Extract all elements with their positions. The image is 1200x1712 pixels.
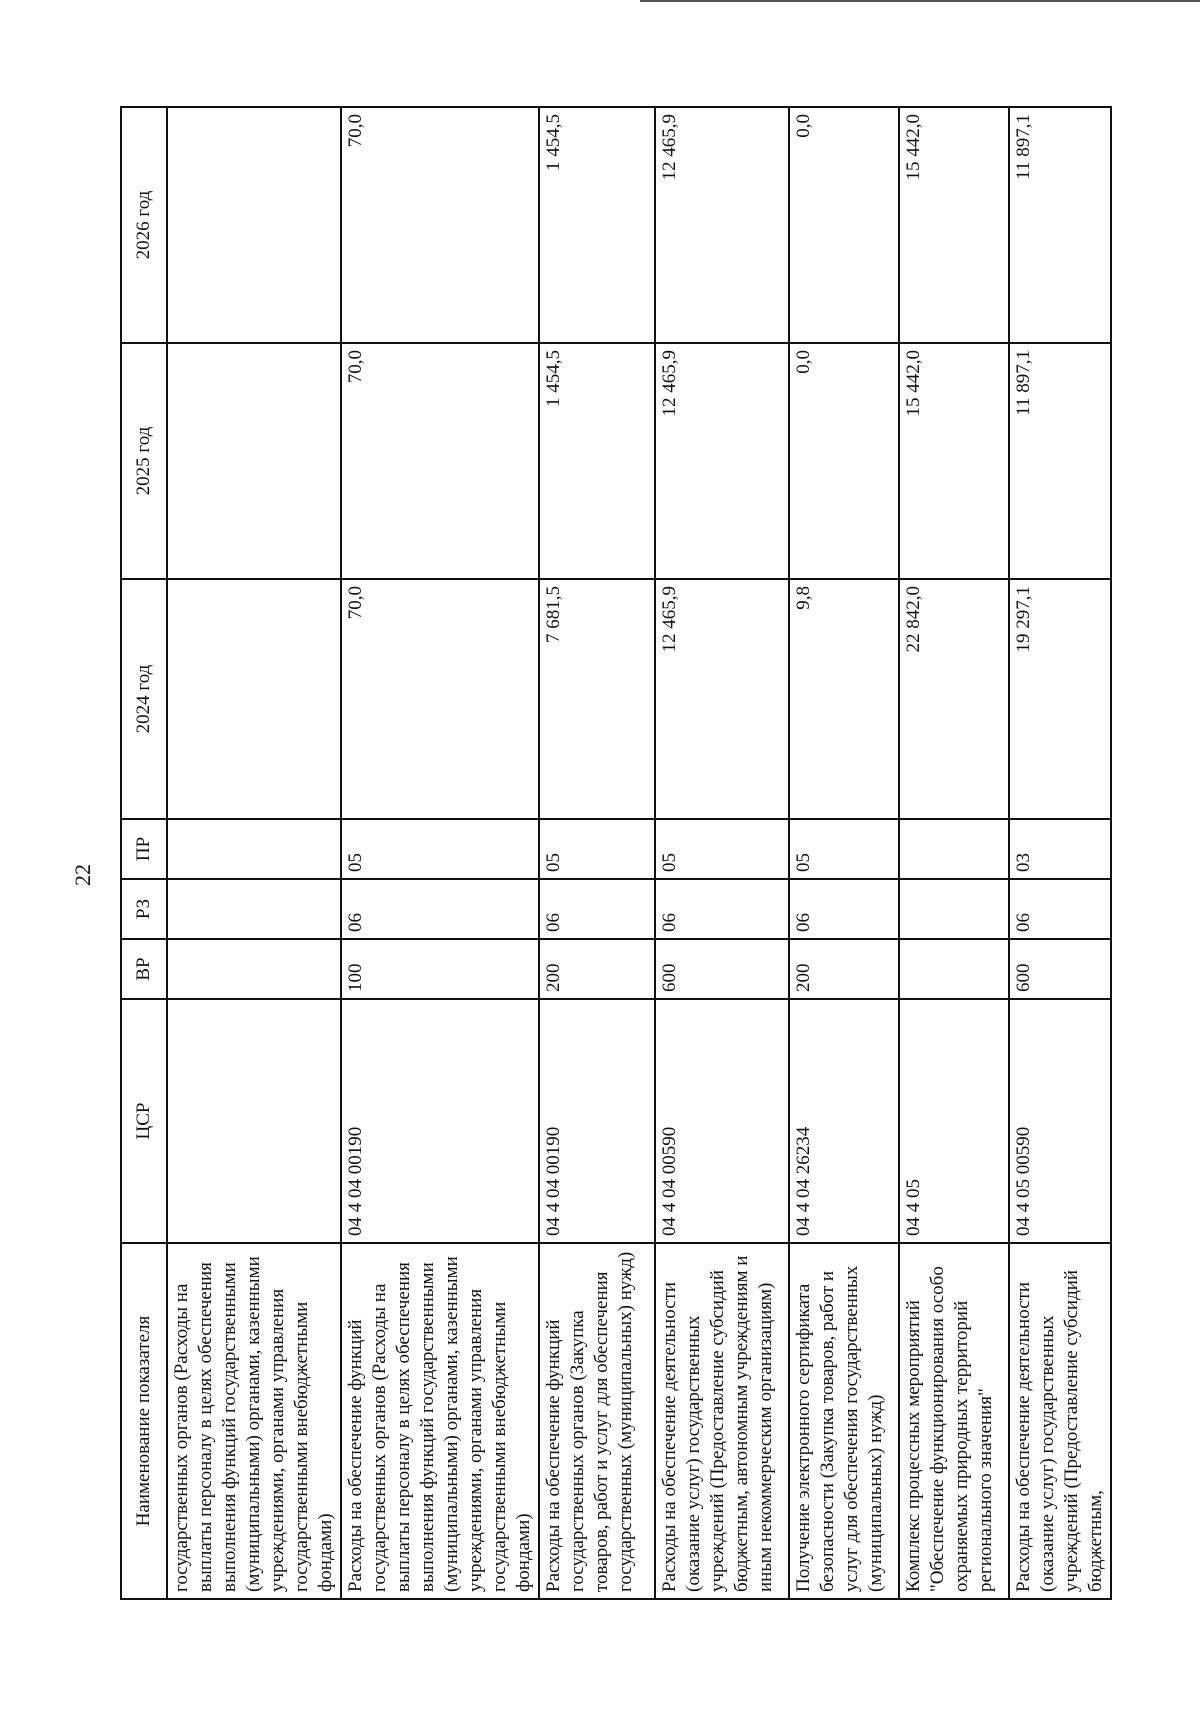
cell-pr: 03 xyxy=(1009,819,1111,879)
cell-name: Комплекс процессных мероприятий "Обеспечение функционирования особо охраняемых природных территорий регионального значения" xyxy=(899,1243,1009,1599)
header-2026: 2026 год xyxy=(121,107,167,343)
header-2025: 2025 год xyxy=(121,343,167,579)
cell-2026: 15 442,0 xyxy=(899,107,1009,343)
header-name: Наименование показателя xyxy=(121,1243,167,1599)
table-row xyxy=(899,107,1009,1599)
cell-vr: 100 xyxy=(341,939,539,999)
cell-vr: 200 xyxy=(539,939,655,999)
cell-rz xyxy=(167,879,341,939)
cell-name: Расходы на обеспечение деятельности (оказание услуг) государственных учреждений (Предоставление субсидий бюджетным, xyxy=(1009,1243,1111,1599)
cell-csr: 04 4 04 00190 xyxy=(341,999,539,1243)
cell-2024: 22 842,0 xyxy=(899,579,1009,819)
cell-pr: 05 xyxy=(539,819,655,879)
cell-vr xyxy=(899,939,1009,999)
cell-2024: 7 681,5 xyxy=(539,579,655,819)
cell-vr: 200 xyxy=(789,939,899,999)
cell-rz: 06 xyxy=(1009,879,1111,939)
header-pr: ПР xyxy=(121,819,167,879)
table-row xyxy=(341,107,539,1599)
cell-2025: 12 465,9 xyxy=(655,343,789,579)
header-rz: РЗ xyxy=(121,879,167,939)
cell-name: Расходы на обеспечение функций государственных органов (Закупка товаров, работ и услуг для обеспечения государственных (муниципальных) нужд) xyxy=(539,1243,655,1599)
header-csr: ЦСР xyxy=(121,999,167,1243)
cell-2024: 19 297,1 xyxy=(1009,579,1111,819)
table-row xyxy=(655,107,789,1599)
cell-name: государственных органов (Расходы на выплаты персоналу в целях обеспечения выполнения функций государственными (муниципальными) органами, казенными учреждениями, органами управления государственными внебюджетными фондами) xyxy=(167,1243,341,1599)
cell-vr xyxy=(167,939,341,999)
cell-pr xyxy=(167,819,341,879)
cell-2025: 0,0 xyxy=(789,343,899,579)
cell-2024: 70,0 xyxy=(341,579,539,819)
cell-rz: 06 xyxy=(539,879,655,939)
cell-csr: 04 4 04 00590 xyxy=(655,999,789,1243)
table-row xyxy=(539,107,655,1599)
cell-2024 xyxy=(167,579,341,819)
cell-2025: 1 454,5 xyxy=(539,343,655,579)
cell-name: Расходы на обеспечение деятельности (оказание услуг) государственных учреждений (Предоставление субсидий бюджетным, автономным учреждениям и иным некоммерческим организациям) xyxy=(655,1243,789,1599)
cell-csr: 04 4 05 00590 xyxy=(1009,999,1111,1243)
table-row xyxy=(1009,107,1111,1599)
table-row xyxy=(789,107,899,1599)
cell-2026: 11 897,1 xyxy=(1009,107,1111,343)
cell-2026: 70,0 xyxy=(341,107,539,343)
cell-rz xyxy=(899,879,1009,939)
cell-2026: 0,0 xyxy=(789,107,899,343)
cell-rz: 06 xyxy=(341,879,539,939)
cell-csr: 04 4 05 xyxy=(899,999,1009,1243)
cell-pr: 05 xyxy=(341,819,539,879)
cell-2025: 15 442,0 xyxy=(899,343,1009,579)
table-row xyxy=(167,107,341,1599)
cell-2026: 1 454,5 xyxy=(539,107,655,343)
cell-vr: 600 xyxy=(655,939,789,999)
header-2024: 2024 год xyxy=(121,579,167,819)
page-number: 22 xyxy=(70,864,95,886)
cell-2025: 11 897,1 xyxy=(1009,343,1111,579)
cell-rz: 06 xyxy=(655,879,789,939)
cell-name: Расходы на обеспечение функций государственных органов (Расходы на выплаты персоналу в целях обеспечения выполнения функций государственными (муниципальными) органами, казенными учреждениями, органами управления государственными внебюджетными фондами) xyxy=(341,1243,539,1599)
cell-2025 xyxy=(167,343,341,579)
cell-2026 xyxy=(167,107,341,343)
cell-pr: 05 xyxy=(789,819,899,879)
cell-name: Получение электронного сертификата безопасности (Закупка товаров, работ и услуг для обеспечения государственных (муниципальных) нужд) xyxy=(789,1243,899,1599)
cell-2024: 9,8 xyxy=(789,579,899,819)
header-vr: ВР xyxy=(121,939,167,999)
cell-csr: 04 4 04 26234 xyxy=(789,999,899,1243)
cell-pr: 05 xyxy=(655,819,789,879)
cell-2024: 12 465,9 xyxy=(655,579,789,819)
cell-2026: 12 465,9 xyxy=(655,107,789,343)
cell-vr: 600 xyxy=(1009,939,1111,999)
cell-csr xyxy=(167,999,341,1243)
budget-table xyxy=(120,106,1112,1600)
cell-pr xyxy=(899,819,1009,879)
cell-rz: 06 xyxy=(789,879,899,939)
table-header-row xyxy=(121,107,167,1599)
cell-2025: 70,0 xyxy=(341,343,539,579)
cell-csr: 04 4 04 00190 xyxy=(539,999,655,1243)
